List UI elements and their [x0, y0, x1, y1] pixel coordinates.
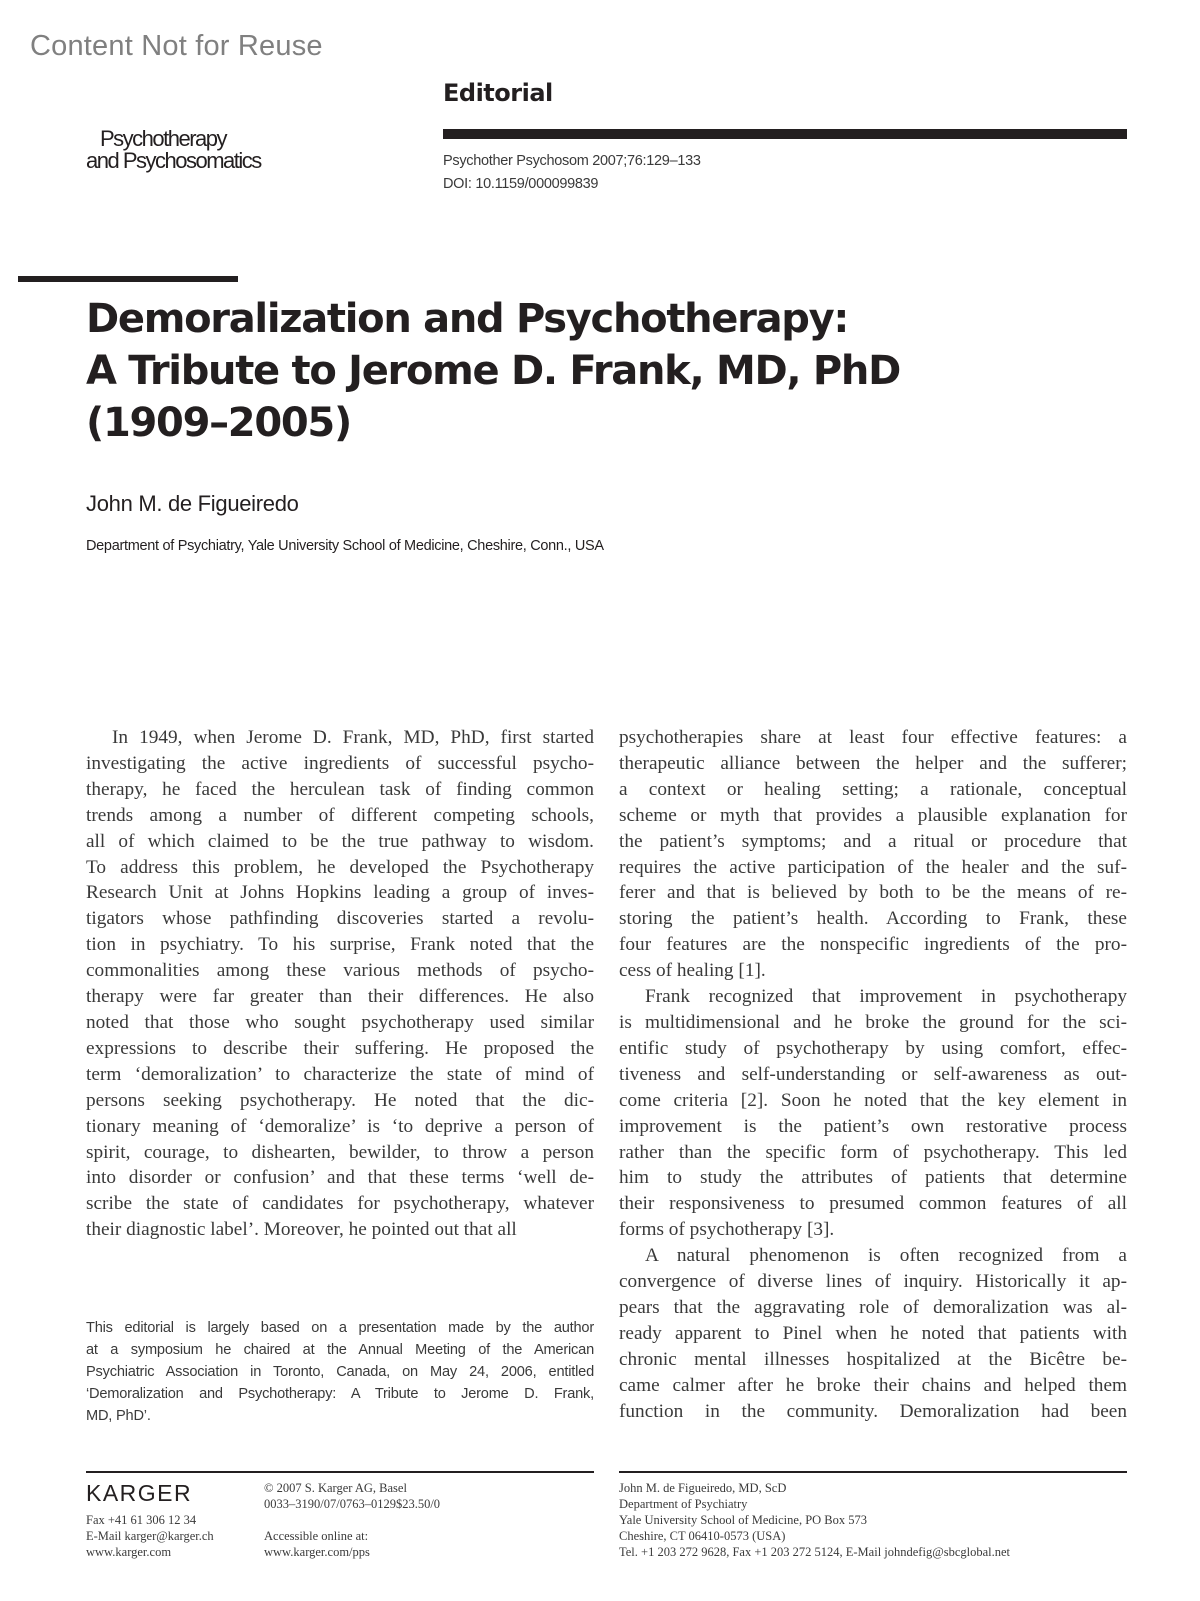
text-line: the patient’s symptoms; and a ritual or procedure that: [619, 830, 1127, 852]
text-line: storing the patient’s health. According to Frank, these: [619, 908, 1127, 930]
text-line: came calmer after he broke their chains and helped them: [619, 1374, 1127, 1396]
text-line: scribe the state of candidates for psychotherapy, whatever: [86, 1193, 594, 1215]
text-line: is multidimensional and he broke the ground for the sci-: [619, 1011, 1127, 1033]
text-line: entific study of psychotherapy by using comfort, effec-: [619, 1037, 1127, 1059]
publisher-fax: Fax +41 61 306 12 34: [86, 1513, 197, 1527]
text-line: noted that those who sought psychotherapy used similar: [86, 1011, 594, 1033]
journal-logo: [86, 128, 261, 172]
text-line: come criteria [2]. Soon he noted that the key element in: [619, 1089, 1127, 1111]
text-line: A natural phenomenon is often recognized from a: [645, 1245, 1127, 1267]
corresp-contact[interactable]: Tel. +1 203 272 9628, Fax +1 203 272 5124, E-Mail johndefig@sbcglobal.net: [619, 1545, 1011, 1559]
body-column-left: [86, 725, 594, 1243]
header-rule: [443, 129, 1127, 139]
text-line: Research Unit at Johns Hopkins leading a group of inves-: [86, 882, 594, 904]
doi-link[interactable]: DOI: 10.1159/000099839: [443, 176, 599, 192]
text-line: improvement is the patient’s own restorative process: [619, 1115, 1127, 1137]
journal-logo-line2: and Psychosomatics: [86, 148, 261, 173]
text-line: cess of healing [1].: [619, 960, 766, 982]
text-line: persons seeking psychotherapy. He noted that the dic-: [86, 1089, 594, 1111]
text-line: requires the active participation of the healer and the suf-: [619, 856, 1127, 878]
copyright-block: [264, 1480, 440, 1560]
text-line: trends among a number of different competing schools,: [86, 804, 594, 826]
text-line: To address this problem, he developed the Psychotherapy: [86, 856, 594, 878]
text-line: ready apparent to Pinel when he noted that patients with: [619, 1322, 1127, 1344]
section-label: Editorial: [443, 79, 553, 107]
text-line: convergence of diverse lines of inquiry. Historically it ap-: [619, 1271, 1127, 1293]
issn-code: 0033–3190/07/0763–0129$23.50/0: [264, 1497, 441, 1511]
text-line: into disorder or confusion’ and that these terms ‘well de-: [86, 1167, 594, 1189]
journal-citation: Psychother Psychosom 2007;76:129–133: [443, 153, 701, 169]
text-line: function in the community. Demoralization had been: [619, 1400, 1127, 1422]
corresp-institution: Yale University School of Medicine, PO Box 573: [619, 1513, 868, 1527]
footer-rule-left: [86, 1471, 594, 1473]
text-line: commonalities among these various methods of psycho-: [86, 960, 594, 982]
footnote-line: ‘Demoralization and Psychotherapy: A Tribute to Jerome D. Frank,: [86, 1386, 594, 1402]
text-line: tiveness and self-understanding or self-awareness as out-: [619, 1063, 1127, 1085]
corresp-city: Cheshire, CT 06410-0573 (USA): [619, 1529, 786, 1543]
text-line: scheme or myth that provides a plausible explanation for: [619, 804, 1127, 826]
text-line: rather than the specific form of psychotherapy. This led: [619, 1141, 1127, 1163]
text-line: tionary meaning of ‘demoralize’ is ‘to deprive a person of: [86, 1115, 594, 1137]
text-line: Frank recognized that improvement in psychotherapy: [645, 986, 1127, 1008]
footnote-line: MD, PhD’.: [86, 1408, 151, 1424]
text-line: psychotherapies share at least four effective features: a: [619, 727, 1127, 748]
title-line: Demoralization and Psychotherapy:: [86, 296, 849, 342]
text-line: therapeutic alliance between the helper and the sufferer;: [619, 752, 1127, 774]
text-line: tion in psychiatry. To his surprise, Frank noted that the: [86, 934, 594, 956]
text-line: all of which claimed to be the true pathway to wisdom.: [86, 830, 594, 852]
text-line: chronic mental illnesses hospitalized at the Bicêtre be-: [619, 1348, 1127, 1370]
text-line: term ‘demoralization’ to characterize the state of mind of: [86, 1063, 594, 1085]
body-column-right: [619, 725, 1127, 1424]
publisher-website[interactable]: www.karger.com: [86, 1545, 172, 1559]
corresp-dept: Department of Psychiatry: [619, 1497, 748, 1511]
text-line: their diagnostic label’. Moreover, he pointed out that all: [86, 1219, 517, 1241]
text-line: ferer and that is believed by both to be the means of re-: [619, 882, 1127, 904]
publisher-email[interactable]: E-Mail karger@karger.ch: [86, 1529, 214, 1543]
text-line: expressions to describe their suffering. He proposed the: [86, 1037, 594, 1059]
watermark: Content Not for Reuse: [30, 30, 323, 62]
online-url[interactable]: www.karger.com/pps: [264, 1545, 370, 1559]
text-line: four features are the nonspecific ingredients of the pro-: [619, 934, 1127, 956]
publisher-contact: [86, 1512, 214, 1560]
title-rule: [18, 276, 238, 282]
title-line: A Tribute to Jerome D. Frank, MD, PhD: [86, 348, 901, 394]
publisher-logo: KARGER: [86, 1480, 193, 1506]
text-line: investigating the active ingredients of successful psycho-: [86, 752, 594, 774]
corresp-name: John M. de Figueiredo, MD, ScD: [619, 1481, 787, 1495]
online-label: Accessible online at:: [264, 1529, 369, 1543]
text-line: forms of psychotherapy [3].: [619, 1219, 835, 1241]
author-name: John M. de Figueiredo: [86, 491, 299, 516]
text-line: pears that the aggravating role of demoralization was al-: [619, 1296, 1127, 1318]
copyright-notice: © 2007 S. Karger AG, Basel: [264, 1481, 407, 1495]
footnote-line: This editorial is largely based on a presentation made by the author: [86, 1320, 594, 1336]
text-line: In 1949, when Jerome D. Frank, MD, PhD, first started: [112, 727, 594, 748]
correspondence-block: [619, 1480, 1010, 1560]
footnote-line: at a symposium he chaired at the Annual Meeting of the American: [86, 1342, 594, 1358]
text-line: therapy were far greater than their differences. He also: [86, 986, 594, 1008]
text-line: therapy, he faced the herculean task of finding common: [86, 778, 594, 800]
author-affiliation: Department of Psychiatry, Yale University School of Medicine, Cheshire, Conn., USA: [86, 538, 604, 554]
footnote-line: Psychiatric Association in Toronto, Canada, on May 24, 2006, entitled: [86, 1364, 594, 1380]
text-line: their responsiveness to presumed common features of all: [619, 1193, 1127, 1215]
text-line: a context or healing setting; a rationale, conceptual: [619, 778, 1127, 800]
footnote: [86, 1317, 594, 1427]
journal-logo-line1: Psychotherapy: [100, 126, 227, 151]
footer-rule-right: [619, 1471, 1127, 1473]
text-line: spirit, courage, to dishearten, bewilder, to throw a person: [86, 1141, 594, 1163]
text-line: tigators whose pathfinding discoveries started a revolu-: [86, 908, 594, 930]
title-line: (1909–2005): [86, 400, 351, 446]
article-title: [86, 293, 900, 449]
text-line: him to study the attributes of patients that determine: [619, 1167, 1127, 1189]
citation-block: [443, 150, 701, 196]
